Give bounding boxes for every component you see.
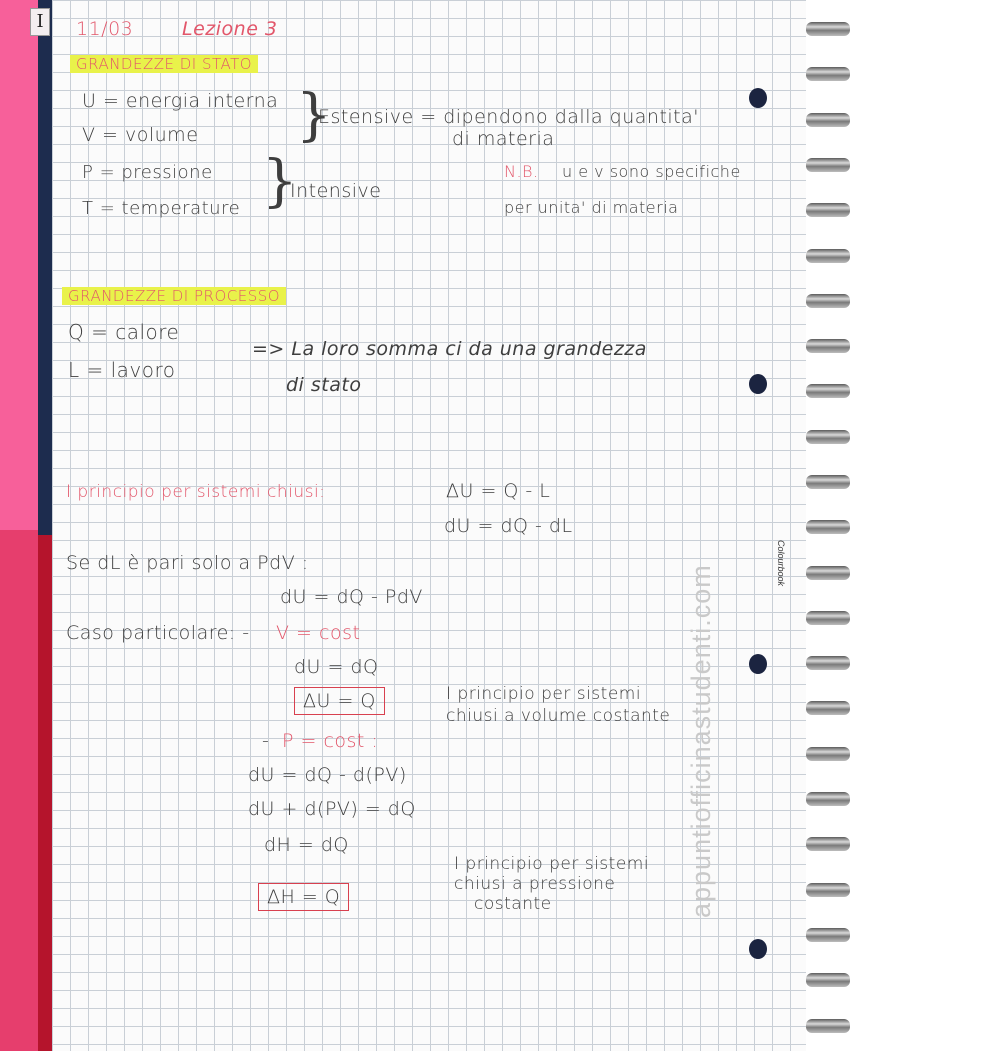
punch-hole <box>749 88 767 108</box>
note-pressure-line-1: I principio per sistemi <box>454 854 650 874</box>
caso-particolare-label: Caso particolare: - <box>66 622 250 644</box>
brace-estensive: } <box>296 83 332 148</box>
principio-eq-3: dU = dQ - PdV <box>280 586 423 608</box>
spiral-ring <box>806 747 850 761</box>
estensive-definition-cont: di materia <box>452 128 555 150</box>
note-pressure-line-2: chiusi a pressione <box>454 874 616 894</box>
spiral-ring <box>806 294 850 308</box>
brand-label: Colourbook <box>776 540 786 587</box>
section-title-processo: GRANDEZZE DI PROCESSO <box>62 287 286 305</box>
caso-dash: - <box>262 730 270 752</box>
stato-row-v: V = volume <box>82 124 199 146</box>
principio-eq-6: dU + d(PV) = dQ <box>248 798 416 820</box>
principio-eq-7: dH = dQ <box>264 834 349 856</box>
spiral-ring <box>806 520 850 534</box>
principio-eq-1: ΔU = Q - L <box>446 480 551 502</box>
spiral-ring <box>806 113 850 127</box>
spiral-ring <box>806 203 850 217</box>
caso-volume-costante: V = cost <box>276 622 361 644</box>
spiral-ring <box>806 430 850 444</box>
pink-page-edge-lower <box>0 530 38 1051</box>
note-lesson: Lezione 3 <box>182 18 278 40</box>
spiral-ring <box>806 249 850 263</box>
principio-eq-2: dU = dQ - dL <box>444 515 573 537</box>
boxed-result-2: ΔH = Q <box>258 886 349 908</box>
red-divider-strip <box>38 535 52 1051</box>
spiral-ring <box>806 67 850 81</box>
spiral-ring <box>806 566 850 580</box>
note-volume-line-2: chiusi a volume costante <box>446 706 671 726</box>
section-tab: I <box>30 8 50 36</box>
principio-title: I principio per sistemi chiusi: <box>66 482 326 502</box>
stato-row-t: T = temperature <box>82 198 241 219</box>
spiral-ring <box>806 792 850 806</box>
brace-intensive: } <box>262 149 298 214</box>
processo-row-l: L = lavoro <box>68 358 176 382</box>
processo-note-line-2: di stato <box>286 374 362 396</box>
boxed-result-1: ΔU = Q <box>294 690 385 712</box>
processo-row-q: Q = calore <box>68 320 180 344</box>
spiral-ring <box>806 475 850 489</box>
spiral-ring <box>806 928 850 942</box>
nb-line-2: per unita' di materia <box>504 198 679 217</box>
principio-condition: Se dL è pari solo a PdV : <box>66 552 309 574</box>
spiral-ring <box>806 701 850 715</box>
caso-pressione-costante: P = cost : <box>282 730 379 752</box>
spiral-ring <box>806 339 850 353</box>
punch-hole <box>749 939 767 959</box>
spiral-ring <box>806 973 850 987</box>
principio-eq-4: dU = dQ <box>294 656 379 678</box>
principio-eq-5: dU = dQ - d(PV) <box>248 764 407 786</box>
spiral-ring <box>806 384 850 398</box>
spiral-ring <box>806 611 850 625</box>
spiral-ring <box>806 656 850 670</box>
estensive-definition: Estensive = dipendono dalla quantita' <box>318 106 699 128</box>
spiral-ring <box>806 837 850 851</box>
spiral-ring <box>806 1019 850 1033</box>
nb-line-1: u e v sono specifiche <box>562 162 741 181</box>
section-title-stato: GRANDEZZE DI STATO <box>70 55 258 73</box>
spiral-ring <box>806 883 850 897</box>
nb-label: N.B. <box>504 162 539 181</box>
stato-row-p: P = pressione <box>82 162 213 183</box>
punch-hole <box>749 374 767 394</box>
spiral-ring <box>806 22 850 36</box>
processo-note-line-1: => La loro somma ci da una grandezza <box>252 338 647 360</box>
note-volume-line-1: I principio per sistemi <box>446 684 642 704</box>
note-pressure-line-3: costante <box>474 894 552 914</box>
stato-row-u: U = energia interna <box>82 90 279 112</box>
watermark: appuntiofficinastudenti.com <box>686 564 716 918</box>
punch-hole <box>749 654 767 674</box>
navy-divider-strip <box>38 0 52 535</box>
intensive-label: Intensive <box>290 180 382 202</box>
spiral-ring <box>806 158 850 172</box>
note-date: 11/03 <box>76 18 134 40</box>
